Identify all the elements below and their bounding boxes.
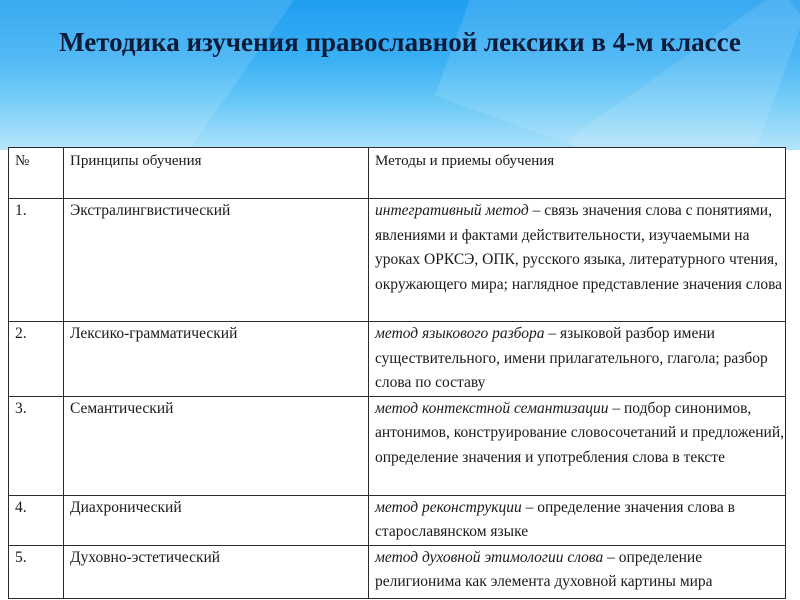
header-methods: Методы и приемы обучения xyxy=(369,148,786,199)
method-name: метод контекстной семантизации xyxy=(375,399,609,417)
row-principle: Диахронический xyxy=(64,495,369,545)
method-name: метод духовной этимологии слова xyxy=(375,548,604,566)
row-principle: Лексико-грамматический xyxy=(64,322,369,397)
table-row xyxy=(9,199,786,322)
method-description: – связь значения слова с понятиями, явлениями и фактами действительности, изучаемыми на уроках ОРКСЭ, ОПК, русского языка, литературного чтения, окружающего мира; наглядное представление значения слова xyxy=(375,202,783,293)
method-description: – определение значения слова в старославянском языке xyxy=(375,498,735,540)
table-row xyxy=(9,495,786,545)
row-method xyxy=(369,199,786,322)
methods-table xyxy=(8,147,786,599)
row-principle: Духовно-эстетический xyxy=(64,545,369,598)
slide-title: Методика изучения православной лексики в 4-м классе xyxy=(59,27,741,57)
row-number: 4. xyxy=(9,495,64,545)
method-name: метод реконструкции xyxy=(375,498,522,516)
method-name: метод языкового разбора xyxy=(375,325,545,342)
table-row xyxy=(9,545,786,598)
row-method xyxy=(369,322,786,397)
row-method xyxy=(369,396,786,495)
method-name: интегративный метод xyxy=(375,202,529,219)
method-description: – определение религионима как элемента духовной картины мира xyxy=(375,548,713,590)
row-method xyxy=(369,495,786,545)
method-description: – языковой разбор имени существительного, имени прилагательного, глагола; разбор слова по составу xyxy=(375,325,768,391)
row-principle: Семантический xyxy=(64,396,369,495)
table-row xyxy=(9,322,786,397)
table-row xyxy=(9,396,786,495)
row-number: 5. xyxy=(9,545,64,598)
table-header-row xyxy=(9,148,786,199)
row-number: 2. xyxy=(9,322,64,397)
row-number: 3. xyxy=(9,396,64,495)
method-description: – подбор синонимов, антонимов, конструирование словосочетаний и предложений, определение значения и употребления слова в тексте xyxy=(375,399,785,466)
header-number: № xyxy=(9,148,64,199)
header-principles: Принципы обучения xyxy=(64,148,369,199)
row-principle: Экстралингвистический xyxy=(64,199,369,322)
row-method xyxy=(369,545,786,598)
row-number: 1. xyxy=(9,199,64,322)
